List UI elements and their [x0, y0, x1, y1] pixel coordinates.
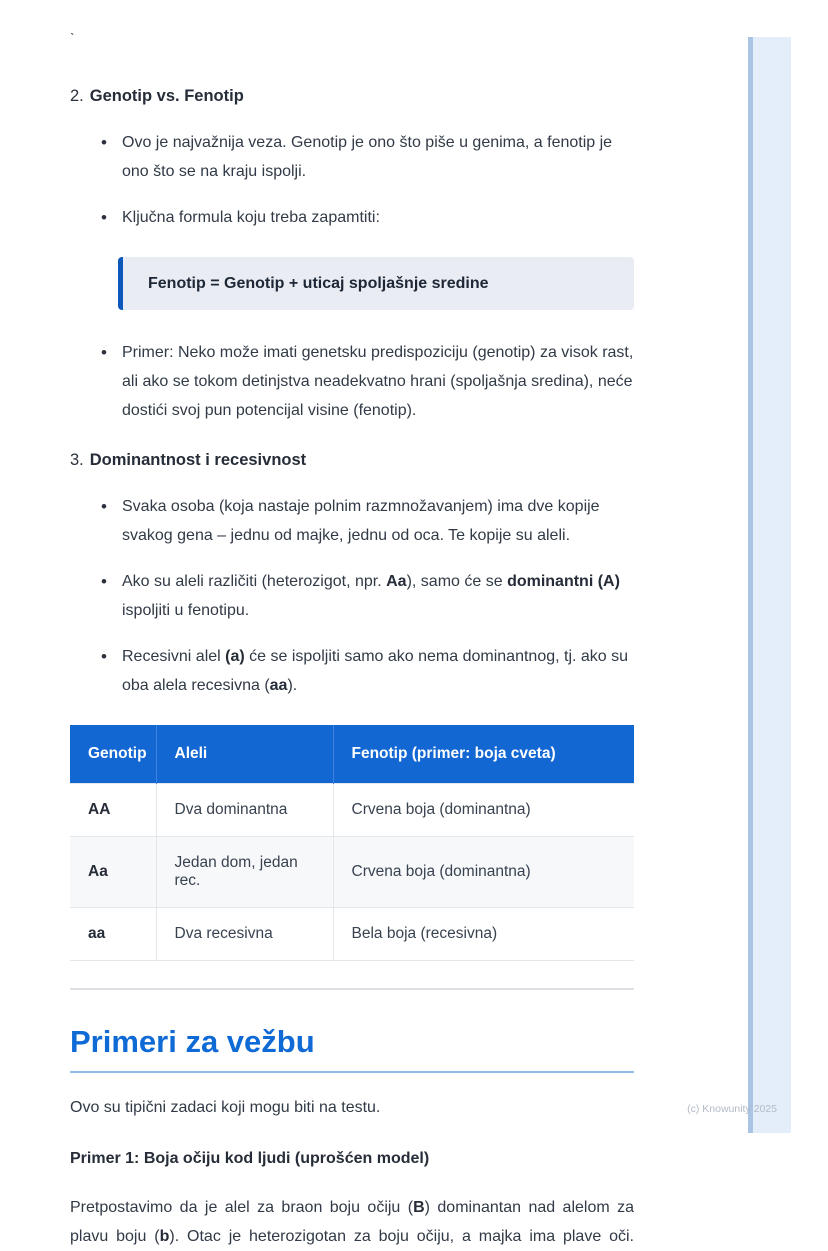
section-3-number: 3. — [70, 451, 84, 469]
section-2-number: 2. — [70, 87, 84, 105]
bullet-item — [70, 567, 634, 625]
table-header-aleli: Aleli — [156, 725, 333, 784]
bullet-text: ispoljiti u fenotipu. — [122, 602, 250, 619]
table-cell-fenotip: Crvena boja (dominantna) — [333, 837, 634, 908]
bullet-text: Ako su aleli različiti (heterozigot, npr. — [122, 573, 387, 590]
bullet-text: Svaka osoba (koja nastaje polnim razmnožavanjem) ima dve kopije svakog gena – jednu od majke, jednu od oca. Te kopije su aleli. — [122, 498, 600, 544]
table-cell-fenotip: Bela boja (recesivna) — [333, 908, 634, 961]
document-content — [70, 0, 634, 1251]
section-2-bullet-list — [70, 128, 634, 232]
section-2-bullet-list-2 — [70, 338, 634, 425]
practice-intro: Ovo su tipični zadaci koji mogu biti na testu. — [70, 1099, 381, 1116]
table-cell-aleli: Dva dominantna — [156, 784, 333, 837]
section-3-heading — [70, 452, 634, 469]
table-row — [70, 837, 634, 908]
table-row — [70, 784, 634, 837]
paragraph-text: Pretpostavimo da je alel za braon boju očiju ( — [70, 1199, 414, 1216]
table-header-genotip: Genotip — [70, 725, 156, 784]
bullet-text: ). — [287, 677, 298, 694]
table-header-fenotip: Fenotip (primer: boja cveta) — [333, 725, 634, 784]
table-header-row — [70, 725, 634, 784]
bullet-item — [70, 492, 634, 550]
table-row — [70, 908, 634, 961]
bullet-text: Ovo je najvažnija veza. Genotip je ono što piše u genima, a fenotip je ono što se na kraju ispolji. — [122, 134, 613, 180]
section-2-heading — [70, 0, 634, 105]
genotype-table — [70, 725, 634, 961]
bold-allele-B: B — [413, 1199, 425, 1216]
bullet-item — [70, 203, 634, 232]
bullet-item — [70, 642, 634, 700]
table-cell-aleli: Dva recesivna — [156, 908, 333, 961]
table-cell-fenotip: Crvena boja (dominantna) — [333, 784, 634, 837]
section-3-bullet-list — [70, 492, 634, 700]
bullet-text: Recesivni alel — [122, 648, 226, 665]
bullet-text: ), samo će se — [406, 573, 508, 590]
bold-recessive-a: (a) — [225, 648, 245, 665]
bold-genotype-aa-lower: aa — [269, 677, 288, 694]
section-divider — [70, 988, 634, 990]
table-cell-genotip: AA — [70, 784, 156, 837]
bold-dominant-a: dominantni (A) — [507, 573, 620, 590]
table-cell-genotip: Aa — [70, 837, 156, 908]
bullet-text: Ključna formula koju treba zapamtiti: — [122, 209, 380, 226]
section-3-title: Dominantnost i recesivnost — [89, 451, 307, 469]
section-2-title: Genotip vs. Fenotip — [89, 87, 244, 105]
bullet-item — [70, 128, 634, 186]
copyright-watermark: (c) Knowunity 2025 — [687, 1103, 777, 1115]
bullet-text: Primer: Neko može imati genetsku predispoziciju (genotip) za visok rast, ali ako se tokom detinjstva neadekvatno hrani (spoljašnja sredina), neće dostići svoj pun potencijal visine (fenotip). — [122, 344, 634, 419]
bold-genotype-aa: Aa — [386, 573, 407, 590]
formula-callout — [118, 257, 634, 310]
genotype-table-header — [70, 725, 634, 784]
practice-section-title: Primeri za vežbu — [70, 1026, 634, 1073]
genotype-table-body — [70, 784, 634, 961]
bold-allele-b: b — [159, 1228, 170, 1245]
formula-callout-text: Fenotip = Genotip + uticaj spoljašnje sredine — [148, 275, 489, 292]
stray-backtick-mark: ` — [70, 30, 75, 46]
example-1-title: Primer 1: Boja očiju kod ljudi (uprošćen model) — [70, 1150, 430, 1167]
table-cell-aleli: Jedan dom, jedan rec. — [156, 837, 333, 908]
page-edge-highlight-strip — [748, 37, 791, 1133]
example-1-paragraph — [70, 1193, 634, 1251]
table-cell-genotip: aa — [70, 908, 156, 961]
paragraph-text: ). Otac je heterozigotan za boju očiju, a majka ima plave oči. — [169, 1228, 635, 1245]
bullet-text: će se ispoljiti samo ako nema dominantnog, tj. ako su oba alela recesivna ( — [122, 648, 629, 694]
bullet-item — [70, 338, 634, 425]
paragraph-text: ) dominantan nad alelom za plavu boju ( — [70, 1199, 635, 1245]
